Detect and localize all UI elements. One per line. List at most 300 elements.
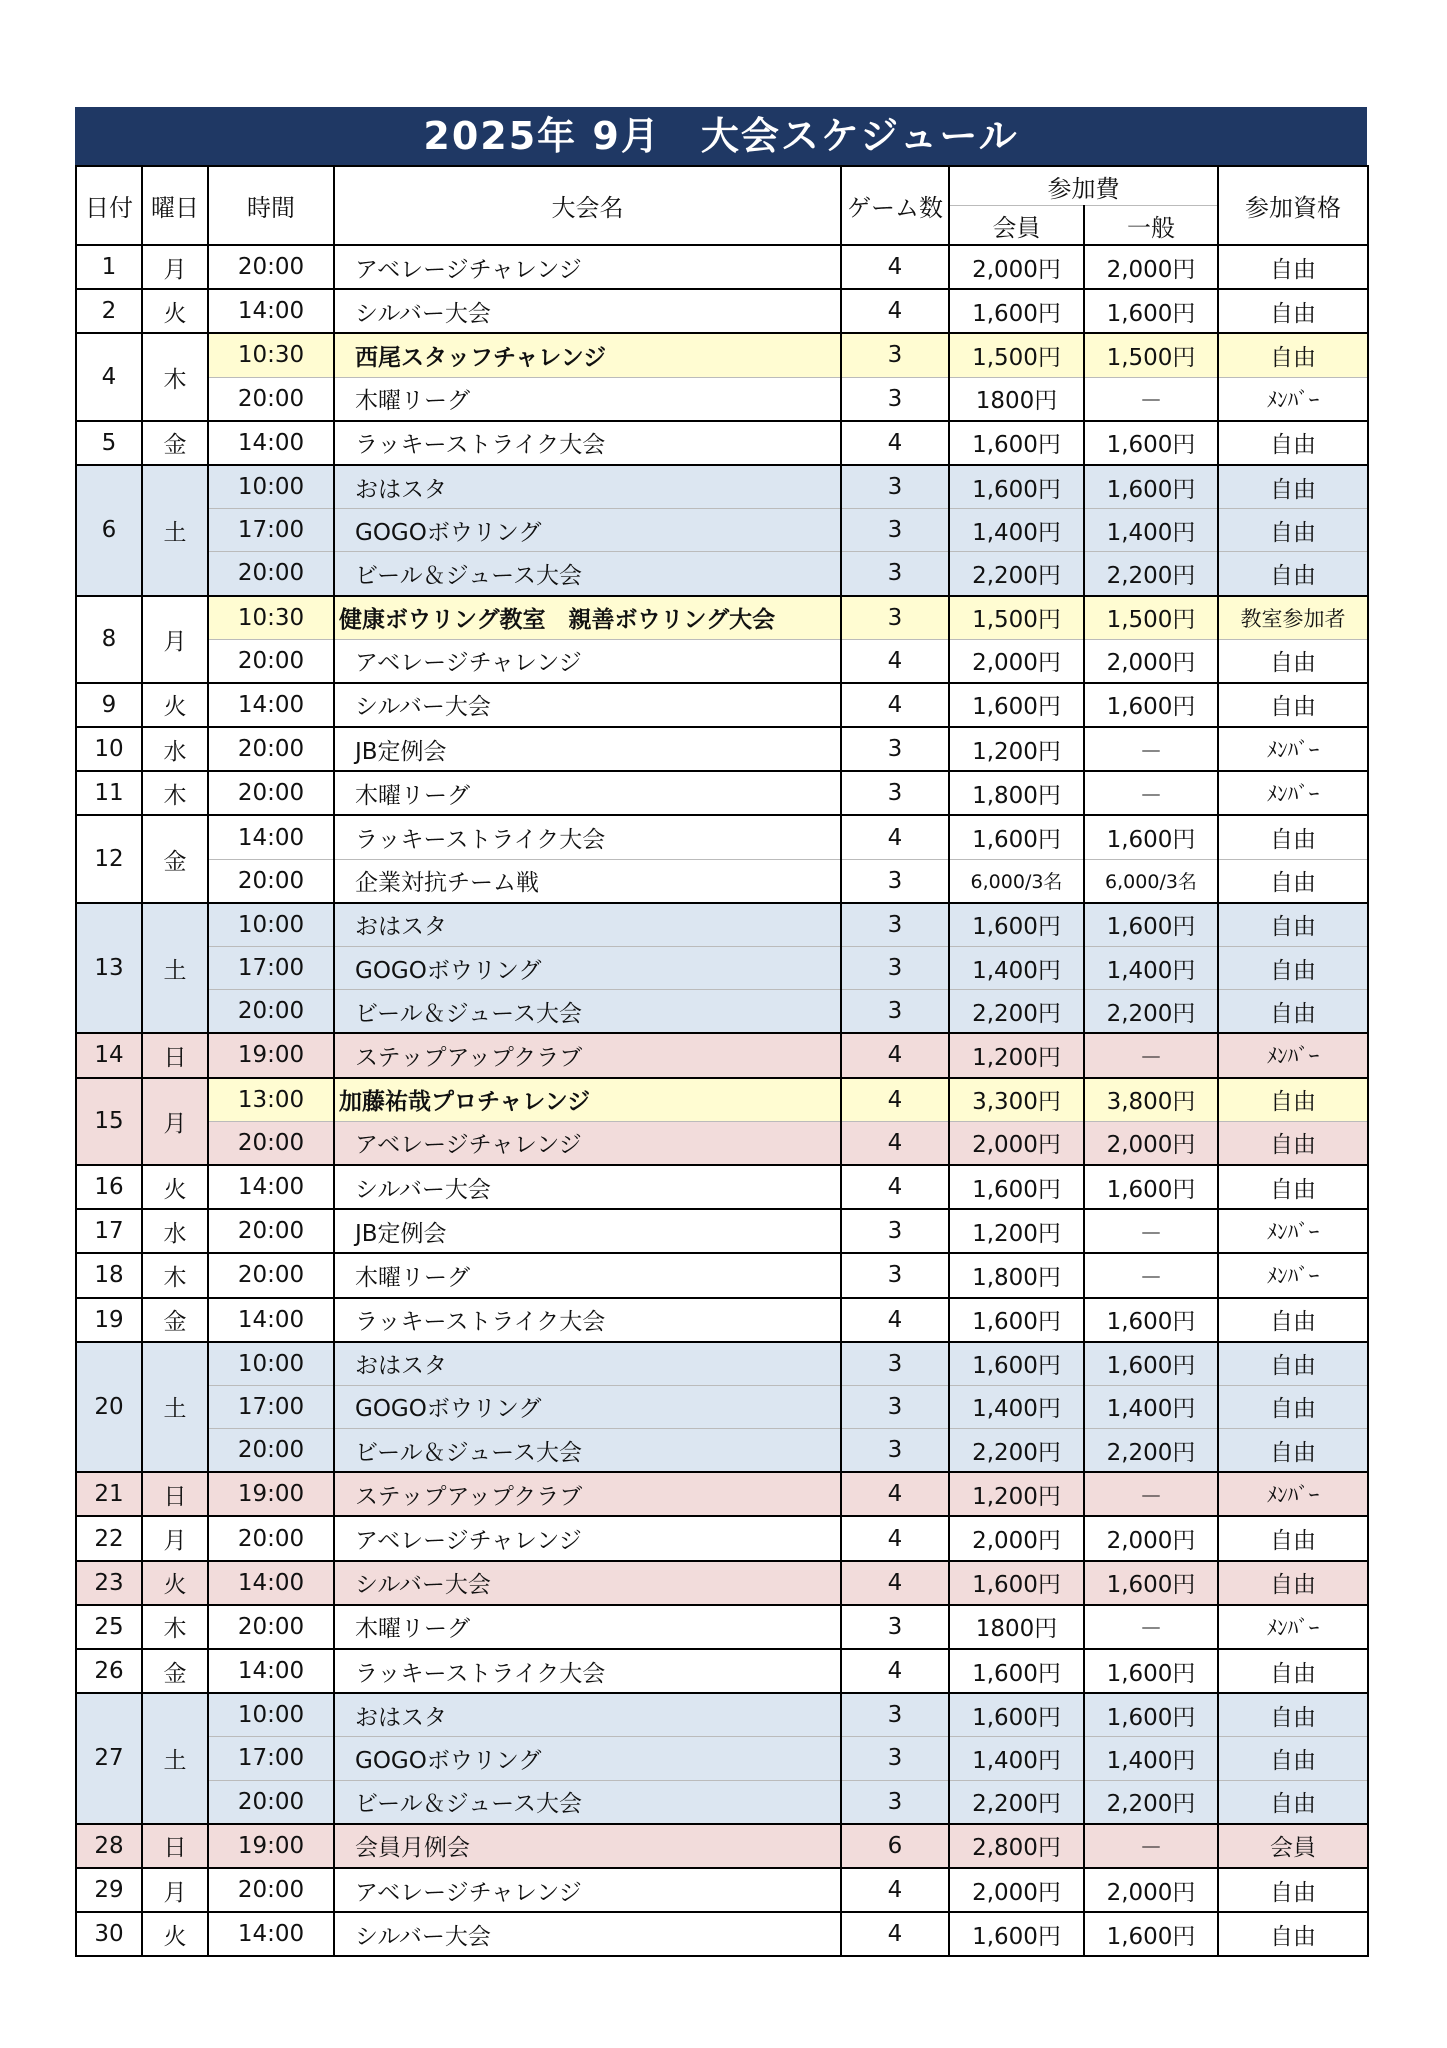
table-row: [76, 1385, 1368, 1428]
date-cell: 20: [76, 1342, 142, 1473]
time-cell: 17:00: [208, 1385, 334, 1428]
event-name-cell: 木曜リーグ: [334, 771, 841, 815]
table-row: [76, 639, 1368, 683]
games-cell: 3: [841, 1429, 949, 1473]
member-fee-cell: 1,600円: [949, 1693, 1084, 1737]
time-cell: 20:00: [208, 1121, 334, 1165]
event-name-cell: アベレージチャレンジ: [334, 1868, 841, 1912]
games-cell: 3: [841, 1780, 949, 1824]
weekday-cell: 金: [142, 1649, 208, 1693]
table-row: [76, 1912, 1368, 1956]
weekday-cell: 月: [142, 1078, 208, 1165]
date-cell: 29: [76, 1868, 142, 1912]
eligibility-cell: 自由: [1218, 815, 1368, 859]
table-row: [76, 289, 1368, 333]
games-cell: 4: [841, 1033, 949, 1077]
games-cell: 4: [841, 1472, 949, 1516]
time-cell: 17:00: [208, 947, 334, 990]
games-cell: 4: [841, 639, 949, 683]
table-row: [76, 245, 1368, 289]
games-cell: 3: [841, 1693, 949, 1737]
table-header: [76, 166, 1368, 245]
date-cell: 26: [76, 1649, 142, 1693]
event-name-cell: ラッキーストライク大会: [334, 1649, 841, 1693]
games-cell: 3: [841, 465, 949, 509]
weekday-cell: 月: [142, 1868, 208, 1912]
member-fee-cell: 2,000円: [949, 1868, 1084, 1912]
event-name-cell: ラッキーストライク大会: [334, 1298, 841, 1342]
eligibility-cell: 自由: [1218, 1342, 1368, 1386]
time-cell: 20:00: [208, 1516, 334, 1560]
table-row: [76, 1649, 1368, 1693]
event-name-cell: 西尾スタッフチャレンジ: [334, 333, 841, 377]
event-name-cell: おはスタ: [334, 465, 841, 509]
table-row: [76, 683, 1368, 727]
time-cell: 10:30: [208, 333, 334, 377]
games-cell: 3: [841, 771, 949, 815]
table-row: [76, 1298, 1368, 1342]
eligibility-cell: ﾒﾝﾊﾞｰ: [1218, 1605, 1368, 1649]
games-cell: 3: [841, 859, 949, 903]
table-row: [76, 1561, 1368, 1605]
eligibility-cell: 自由: [1218, 1078, 1368, 1122]
eligibility-cell: 自由: [1218, 1429, 1368, 1473]
member-fee-cell: 1,800円: [949, 1253, 1084, 1297]
event-name-cell: シルバー大会: [334, 683, 841, 727]
weekday-cell: 日: [142, 1033, 208, 1077]
table-row: [76, 552, 1368, 596]
time-cell: 10:00: [208, 465, 334, 509]
time-cell: 20:00: [208, 859, 334, 903]
member-fee-cell: 1,400円: [949, 1385, 1084, 1428]
member-fee-cell: 1,500円: [949, 333, 1084, 377]
time-cell: 20:00: [208, 639, 334, 683]
eligibility-cell: 自由: [1218, 1780, 1368, 1824]
eligibility-cell: 自由: [1218, 859, 1368, 903]
eligibility-cell: 自由: [1218, 1868, 1368, 1912]
event-name-cell: おはスタ: [334, 903, 841, 947]
general-fee-cell: －: [1084, 377, 1218, 421]
member-fee-cell: 1,500円: [949, 596, 1084, 640]
member-fee-cell: 1,400円: [949, 509, 1084, 552]
eligibility-cell: 自由: [1218, 990, 1368, 1034]
table-row: [76, 333, 1368, 377]
event-name-cell: アベレージチャレンジ: [334, 639, 841, 683]
table-row: [76, 465, 1368, 509]
time-cell: 20:00: [208, 552, 334, 596]
header-time: 時間: [208, 166, 334, 245]
eligibility-cell: 自由: [1218, 1737, 1368, 1780]
weekday-cell: 火: [142, 1561, 208, 1605]
date-cell: 5: [76, 421, 142, 465]
weekday-cell: 木: [142, 1605, 208, 1649]
date-cell: 9: [76, 683, 142, 727]
eligibility-cell: 自由: [1218, 903, 1368, 947]
eligibility-cell: ﾒﾝﾊﾞｰ: [1218, 1253, 1368, 1297]
member-fee-cell: 2,200円: [949, 552, 1084, 596]
general-fee-cell: 1,600円: [1084, 1649, 1218, 1693]
schedule-title: 2025年 9月 大会スケジュール: [75, 107, 1367, 165]
table-row: [76, 1078, 1368, 1122]
time-cell: 14:00: [208, 1912, 334, 1956]
member-fee-cell: 1,600円: [949, 683, 1084, 727]
general-fee-cell: －: [1084, 771, 1218, 815]
general-fee-cell: 2,000円: [1084, 639, 1218, 683]
eligibility-cell: ﾒﾝﾊﾞｰ: [1218, 1209, 1368, 1253]
member-fee-cell: 1800円: [949, 377, 1084, 421]
event-name-cell: 加藤祐哉プロチャレンジ: [334, 1078, 841, 1122]
games-cell: 6: [841, 1824, 949, 1868]
member-fee-cell: 2,000円: [949, 1516, 1084, 1560]
games-cell: 3: [841, 1253, 949, 1297]
event-name-cell: ビール＆ジュース大会: [334, 1780, 841, 1824]
general-fee-cell: 2,200円: [1084, 1429, 1218, 1473]
event-name-cell: アベレージチャレンジ: [334, 245, 841, 289]
games-cell: 4: [841, 1868, 949, 1912]
date-cell: 2: [76, 289, 142, 333]
event-name-cell: 企業対抗チーム戦: [334, 859, 841, 903]
table-row: [76, 1693, 1368, 1737]
table-row: [76, 1429, 1368, 1473]
date-cell: 1: [76, 245, 142, 289]
games-cell: 4: [841, 1561, 949, 1605]
eligibility-cell: ﾒﾝﾊﾞｰ: [1218, 1033, 1368, 1077]
weekday-cell: 日: [142, 1472, 208, 1516]
eligibility-cell: 自由: [1218, 1561, 1368, 1605]
table-row: [76, 727, 1368, 771]
general-fee-cell: 1,500円: [1084, 596, 1218, 640]
header-fee-member: 会員: [949, 206, 1084, 246]
event-name-cell: GOGOボウリング: [334, 1737, 841, 1780]
games-cell: 4: [841, 1649, 949, 1693]
general-fee-cell: 2,200円: [1084, 1780, 1218, 1824]
table-row: [76, 815, 1368, 859]
games-cell: 3: [841, 903, 949, 947]
header-date: 日付: [76, 166, 142, 245]
weekday-cell: 火: [142, 289, 208, 333]
date-cell: 15: [76, 1078, 142, 1165]
weekday-cell: 木: [142, 333, 208, 420]
general-fee-cell: 1,400円: [1084, 509, 1218, 552]
date-cell: 4: [76, 333, 142, 420]
games-cell: 4: [841, 1078, 949, 1122]
eligibility-cell: 自由: [1218, 465, 1368, 509]
time-cell: 14:00: [208, 683, 334, 727]
member-fee-cell: 2,200円: [949, 990, 1084, 1034]
time-cell: 17:00: [208, 509, 334, 552]
weekday-cell: 土: [142, 1693, 208, 1824]
general-fee-cell: 2,200円: [1084, 552, 1218, 596]
member-fee-cell: 2,200円: [949, 1780, 1084, 1824]
games-cell: 3: [841, 1737, 949, 1780]
weekday-cell: 土: [142, 1342, 208, 1473]
games-cell: 3: [841, 333, 949, 377]
general-fee-cell: 6,000/3名: [1084, 859, 1218, 903]
games-cell: 4: [841, 683, 949, 727]
games-cell: 3: [841, 947, 949, 990]
weekday-cell: 火: [142, 1912, 208, 1956]
member-fee-cell: 1,200円: [949, 1033, 1084, 1077]
general-fee-cell: 1,600円: [1084, 1693, 1218, 1737]
weekday-cell: 水: [142, 727, 208, 771]
eligibility-cell: 教室参加者: [1218, 596, 1368, 640]
member-fee-cell: 1,600円: [949, 1649, 1084, 1693]
general-fee-cell: 1,600円: [1084, 1561, 1218, 1605]
eligibility-cell: 自由: [1218, 1912, 1368, 1956]
general-fee-cell: －: [1084, 1209, 1218, 1253]
event-name-cell: ビール＆ジュース大会: [334, 990, 841, 1034]
weekday-cell: 金: [142, 421, 208, 465]
eligibility-cell: ﾒﾝﾊﾞｰ: [1218, 1472, 1368, 1516]
general-fee-cell: 2,000円: [1084, 245, 1218, 289]
table-row: [76, 1033, 1368, 1077]
member-fee-cell: 1,600円: [949, 1912, 1084, 1956]
member-fee-cell: 1,400円: [949, 947, 1084, 990]
weekday-cell: 金: [142, 1298, 208, 1342]
date-cell: 6: [76, 465, 142, 596]
time-cell: 14:00: [208, 1298, 334, 1342]
eligibility-cell: 自由: [1218, 1693, 1368, 1737]
header-games: ゲーム数: [841, 166, 949, 245]
general-fee-cell: 1,600円: [1084, 815, 1218, 859]
event-name-cell: JB定例会: [334, 727, 841, 771]
event-name-cell: ラッキーストライク大会: [334, 815, 841, 859]
weekday-cell: 火: [142, 683, 208, 727]
table-body: [76, 245, 1368, 1956]
time-cell: 20:00: [208, 1868, 334, 1912]
date-cell: 18: [76, 1253, 142, 1297]
eligibility-cell: 自由: [1218, 639, 1368, 683]
general-fee-cell: 1,600円: [1084, 289, 1218, 333]
schedule-sheet: [75, 107, 1367, 1957]
time-cell: 10:00: [208, 1693, 334, 1737]
games-cell: 4: [841, 1121, 949, 1165]
eligibility-cell: 自由: [1218, 289, 1368, 333]
date-cell: 25: [76, 1605, 142, 1649]
eligibility-cell: 自由: [1218, 1165, 1368, 1209]
member-fee-cell: 2,000円: [949, 639, 1084, 683]
time-cell: 14:00: [208, 815, 334, 859]
event-name-cell: ビール＆ジュース大会: [334, 1429, 841, 1473]
member-fee-cell: 2,000円: [949, 1121, 1084, 1165]
time-cell: 13:00: [208, 1078, 334, 1122]
eligibility-cell: 自由: [1218, 245, 1368, 289]
table-row: [76, 421, 1368, 465]
games-cell: 3: [841, 377, 949, 421]
eligibility-cell: 自由: [1218, 333, 1368, 377]
games-cell: 3: [841, 1342, 949, 1386]
eligibility-cell: 自由: [1218, 1298, 1368, 1342]
table-row: [76, 1472, 1368, 1516]
table-row: [76, 377, 1368, 421]
general-fee-cell: －: [1084, 1605, 1218, 1649]
time-cell: 20:00: [208, 245, 334, 289]
games-cell: 3: [841, 990, 949, 1034]
games-cell: 3: [841, 1385, 949, 1428]
general-fee-cell: 1,600円: [1084, 1342, 1218, 1386]
time-cell: 20:00: [208, 727, 334, 771]
table-row: [76, 1209, 1368, 1253]
event-name-cell: GOGOボウリング: [334, 509, 841, 552]
general-fee-cell: 1,600円: [1084, 683, 1218, 727]
time-cell: 10:30: [208, 596, 334, 640]
event-name-cell: 会員月例会: [334, 1824, 841, 1868]
member-fee-cell: 6,000/3名: [949, 859, 1084, 903]
header-fee-general: 一般: [1084, 206, 1218, 246]
time-cell: 10:00: [208, 1342, 334, 1386]
time-cell: 14:00: [208, 421, 334, 465]
event-name-cell: ビール＆ジュース大会: [334, 552, 841, 596]
time-cell: 19:00: [208, 1472, 334, 1516]
event-name-cell: GOGOボウリング: [334, 947, 841, 990]
eligibility-cell: 自由: [1218, 552, 1368, 596]
general-fee-cell: 1,600円: [1084, 1298, 1218, 1342]
games-cell: 3: [841, 1605, 949, 1649]
header-event-name: 大会名: [334, 166, 841, 245]
table-row: [76, 596, 1368, 640]
event-name-cell: シルバー大会: [334, 1165, 841, 1209]
general-fee-cell: －: [1084, 1253, 1218, 1297]
general-fee-cell: 1,500円: [1084, 333, 1218, 377]
member-fee-cell: 1800円: [949, 1605, 1084, 1649]
time-cell: 14:00: [208, 1561, 334, 1605]
time-cell: 20:00: [208, 1780, 334, 1824]
general-fee-cell: 1,600円: [1084, 1165, 1218, 1209]
games-cell: 4: [841, 245, 949, 289]
time-cell: 19:00: [208, 1033, 334, 1077]
member-fee-cell: 1,200円: [949, 1209, 1084, 1253]
general-fee-cell: －: [1084, 727, 1218, 771]
weekday-cell: 木: [142, 1253, 208, 1297]
eligibility-cell: 自由: [1218, 1385, 1368, 1428]
member-fee-cell: 1,600円: [949, 1342, 1084, 1386]
time-cell: 20:00: [208, 990, 334, 1034]
weekday-cell: 火: [142, 1165, 208, 1209]
games-cell: 4: [841, 815, 949, 859]
member-fee-cell: 1,800円: [949, 771, 1084, 815]
date-cell: 12: [76, 815, 142, 902]
date-cell: 17: [76, 1209, 142, 1253]
time-cell: 17:00: [208, 1737, 334, 1780]
time-cell: 14:00: [208, 289, 334, 333]
general-fee-cell: 1,600円: [1084, 421, 1218, 465]
member-fee-cell: 1,600円: [949, 1298, 1084, 1342]
general-fee-cell: 1,400円: [1084, 947, 1218, 990]
eligibility-cell: ﾒﾝﾊﾞｰ: [1218, 771, 1368, 815]
member-fee-cell: 2,000円: [949, 245, 1084, 289]
games-cell: 3: [841, 1209, 949, 1253]
date-cell: 11: [76, 771, 142, 815]
event-name-cell: シルバー大会: [334, 1561, 841, 1605]
games-cell: 3: [841, 727, 949, 771]
time-cell: 14:00: [208, 1649, 334, 1693]
games-cell: 4: [841, 1912, 949, 1956]
member-fee-cell: 1,600円: [949, 421, 1084, 465]
time-cell: 19:00: [208, 1824, 334, 1868]
games-cell: 4: [841, 1165, 949, 1209]
date-cell: 13: [76, 903, 142, 1034]
table-row: [76, 1824, 1368, 1868]
event-name-cell: ステップアップクラブ: [334, 1472, 841, 1516]
games-cell: 3: [841, 509, 949, 552]
date-cell: 16: [76, 1165, 142, 1209]
weekday-cell: 月: [142, 1516, 208, 1560]
date-cell: 28: [76, 1824, 142, 1868]
header-fee: 参加費: [949, 166, 1218, 206]
event-name-cell: 健康ボウリング教室 親善ボウリング大会: [334, 596, 841, 640]
date-cell: 14: [76, 1033, 142, 1077]
weekday-cell: 月: [142, 245, 208, 289]
general-fee-cell: －: [1084, 1824, 1218, 1868]
member-fee-cell: 1,200円: [949, 1472, 1084, 1516]
time-cell: 20:00: [208, 1605, 334, 1649]
date-cell: 21: [76, 1472, 142, 1516]
weekday-cell: 金: [142, 815, 208, 902]
member-fee-cell: 1,600円: [949, 903, 1084, 947]
member-fee-cell: 1,200円: [949, 727, 1084, 771]
weekday-cell: 木: [142, 771, 208, 815]
weekday-cell: 月: [142, 596, 208, 683]
time-cell: 20:00: [208, 771, 334, 815]
table-row: [76, 947, 1368, 990]
event-name-cell: アベレージチャレンジ: [334, 1516, 841, 1560]
event-name-cell: 木曜リーグ: [334, 1605, 841, 1649]
schedule-table: [75, 165, 1369, 1957]
games-cell: 4: [841, 421, 949, 465]
general-fee-cell: 3,800円: [1084, 1078, 1218, 1122]
table-row: [76, 859, 1368, 903]
general-fee-cell: 2,000円: [1084, 1516, 1218, 1560]
eligibility-cell: 自由: [1218, 1516, 1368, 1560]
time-cell: 20:00: [208, 1429, 334, 1473]
event-name-cell: GOGOボウリング: [334, 1385, 841, 1428]
games-cell: 3: [841, 596, 949, 640]
table-row: [76, 771, 1368, 815]
date-cell: 30: [76, 1912, 142, 1956]
general-fee-cell: 1,400円: [1084, 1385, 1218, 1428]
general-fee-cell: 1,600円: [1084, 903, 1218, 947]
event-name-cell: ラッキーストライク大会: [334, 421, 841, 465]
weekday-cell: 土: [142, 903, 208, 1034]
table-row: [76, 1868, 1368, 1912]
weekday-cell: 水: [142, 1209, 208, 1253]
table-row: [76, 509, 1368, 552]
event-name-cell: ステップアップクラブ: [334, 1033, 841, 1077]
eligibility-cell: 自由: [1218, 1121, 1368, 1165]
general-fee-cell: 2,200円: [1084, 990, 1218, 1034]
header-weekday: 曜日: [142, 166, 208, 245]
games-cell: 4: [841, 1298, 949, 1342]
date-cell: 19: [76, 1298, 142, 1342]
eligibility-cell: 自由: [1218, 421, 1368, 465]
date-cell: 22: [76, 1516, 142, 1560]
eligibility-cell: ﾒﾝﾊﾞｰ: [1218, 727, 1368, 771]
date-cell: 8: [76, 596, 142, 683]
event-name-cell: 木曜リーグ: [334, 1253, 841, 1297]
member-fee-cell: 1,600円: [949, 289, 1084, 333]
member-fee-cell: 3,300円: [949, 1078, 1084, 1122]
weekday-cell: 土: [142, 465, 208, 596]
table-row: [76, 1165, 1368, 1209]
general-fee-cell: 1,400円: [1084, 1737, 1218, 1780]
member-fee-cell: 2,800円: [949, 1824, 1084, 1868]
date-cell: 27: [76, 1693, 142, 1824]
time-cell: 20:00: [208, 1209, 334, 1253]
table-row: [76, 1605, 1368, 1649]
member-fee-cell: 2,200円: [949, 1429, 1084, 1473]
time-cell: 20:00: [208, 1253, 334, 1297]
event-name-cell: おはスタ: [334, 1693, 841, 1737]
